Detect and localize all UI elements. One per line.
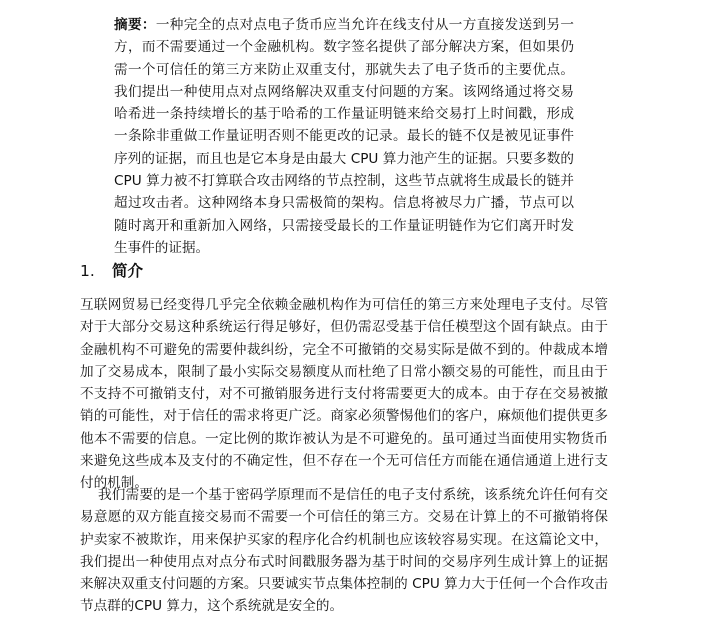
abstract xyxy=(114,14,574,259)
body-paragraph-1: 互联网贸易已经变得几乎完全依赖金融机构作为可信任的第三方来处理电子支付。尽管对于大部分交易这种系统运行得足够好，但仍需忍受基于信任模型这个固有缺点。由于金融机构不可避免的需要仲裁纠纷，完全不可撤销的交易实际是做不到的。仲裁成本增加了交易成本，限制了最小实际交易额度从而杜绝了日常小额交易的可能性，而且由于不支持不可撤销支付，对不可撤销服务进行支付将需要更大的成本。由于存在交易被撤销的可能性，对于信任的需求将更广泛。商家必须警惕他们的客户，麻烦他们提供更多他本不需要的信息。一定比例的欺诈被认为是不可避免的。虽可通过当面使用实物货币来避免这些成本及支付的不确定性，但不存在一个无可信任方而能在通信通道上进行支付的机制。 xyxy=(80,297,608,492)
section-title: 简介 xyxy=(112,262,144,280)
abstract-text: 一种完全的点对点电子货币应当允许在线支付从一方直接发送到另一方，而不需要通过一个金融机构。数字签名提供了部分解决方案，但如果仍需一个可信任的第三方来防止双重支付，那就失去了电子货币的主要优点。我们提出一种使用点对点网络解决双重支付问题的方案。该网络通过将交易哈希进一条持续增长的基于哈希的工作量证明链来给交易打上时间戳，形成一条除非重做工作量证明否则不能更改的记录。最长的链不仅是被见证事件序列的证据，而且也是它本身是由最大 CPU 算力池产生的证据。只要多数的 CPU 算力被不打算联合攻击网络的节点控制，这些节点就将生成最长的链并超过攻击者。这种网络本身只需极简的架构。信息将被尽力广播，节点可以随时离开和重新加入网络，只需接受最长的工作量证明链作为它们离开时发生事件的证据。 xyxy=(114,17,575,256)
body-paragraph-2: 我们需要的是一个基于密码学原理而不是信任的电子支付系统，该系统允许任何有交易意愿的双方能直接交易而不需要一个可信任的第三方。交易在计算上的不可撤销将保护卖家不被欺诈，用来保护买家的程序化合约机制也应该较容易实现。在这篇论文中，我们提出一种使用点对点分布式时间戳服务器为基于时间的交易序列生成计算上的证据来解决双重支付问题的方案。只要诚实节点集体控制的 CPU 算力大于任何一个合作攻击节点群的CPU 算力，这个系统就是安全的。 xyxy=(80,487,608,615)
abstract-label: 摘要： xyxy=(114,17,156,33)
section-number: 1. xyxy=(80,262,95,280)
section-heading xyxy=(80,258,143,284)
